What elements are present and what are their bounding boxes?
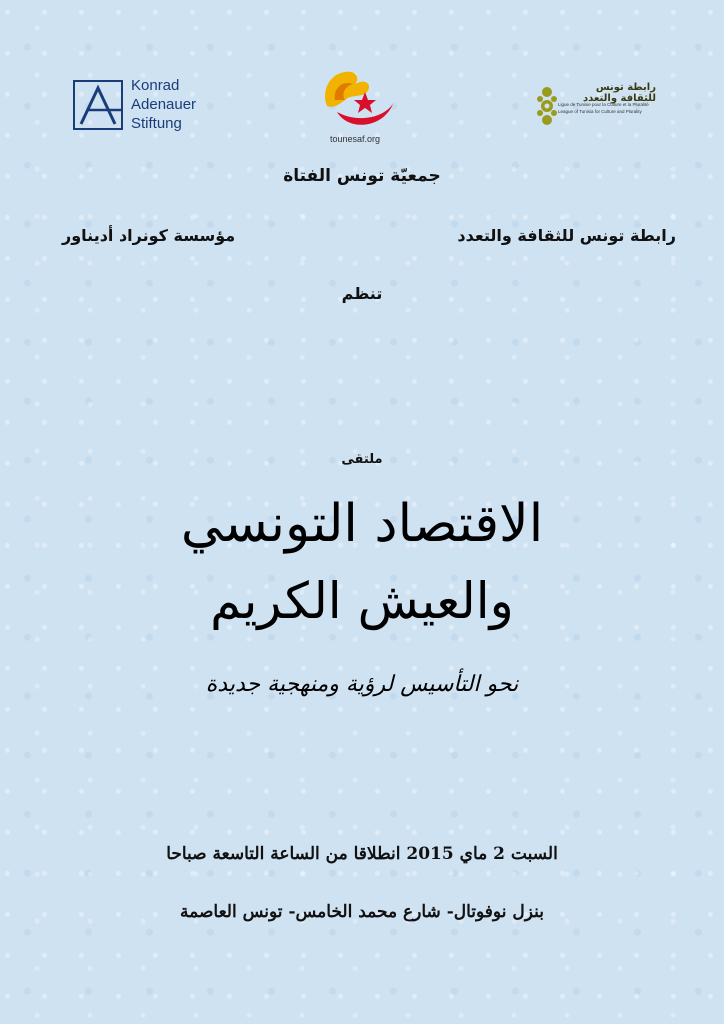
league-logo-french: Ligue de Tunisie pour la Culture et la Pluralité (558, 102, 649, 107)
league-logo-english: League of Tunisia for Culture and Plurality (558, 109, 642, 114)
league-name: رابطة تونس للثقافة والتعدد (457, 226, 676, 245)
organizes-label: تنظم (341, 284, 383, 303)
event-title-line1: الاقتصاد التونسي (180, 494, 544, 554)
kas-line2: Adenauer (131, 96, 197, 113)
kas-name (131, 76, 241, 133)
event-subtitle: نحو التأسيس لرؤية ومنهجية جديدة (205, 672, 519, 697)
tounesaf-caption: tounesaf.org (329, 134, 381, 144)
association-name: جمعيّة تونس الفتاة (283, 166, 441, 186)
league-logo (536, 80, 656, 136)
event-venue: بنزل نوفوتال- شارع محمد الخامس- تونس العاصمة (180, 902, 544, 922)
tounesaf-logo (305, 66, 405, 150)
kas-line3: Stiftung (131, 115, 182, 132)
forum-label: ملتقى (341, 452, 383, 467)
kas-mark-icon (73, 80, 123, 130)
tounesaf-emblem-icon (315, 66, 399, 132)
event-title-line2: والعيش الكريم (210, 572, 514, 630)
league-emblem-icon (536, 84, 558, 128)
league-logo-arabic: رابطة تونس للثقافة والتعدد (583, 82, 656, 104)
foundation-name: مؤسسة كونراد أديناور (62, 226, 236, 245)
kas-logo (73, 76, 233, 138)
event-date: السبت 2 ماي 2015 انطلاقا من الساعة التاسعة صباحا (166, 844, 558, 864)
kas-line1: Konrad (131, 77, 180, 94)
